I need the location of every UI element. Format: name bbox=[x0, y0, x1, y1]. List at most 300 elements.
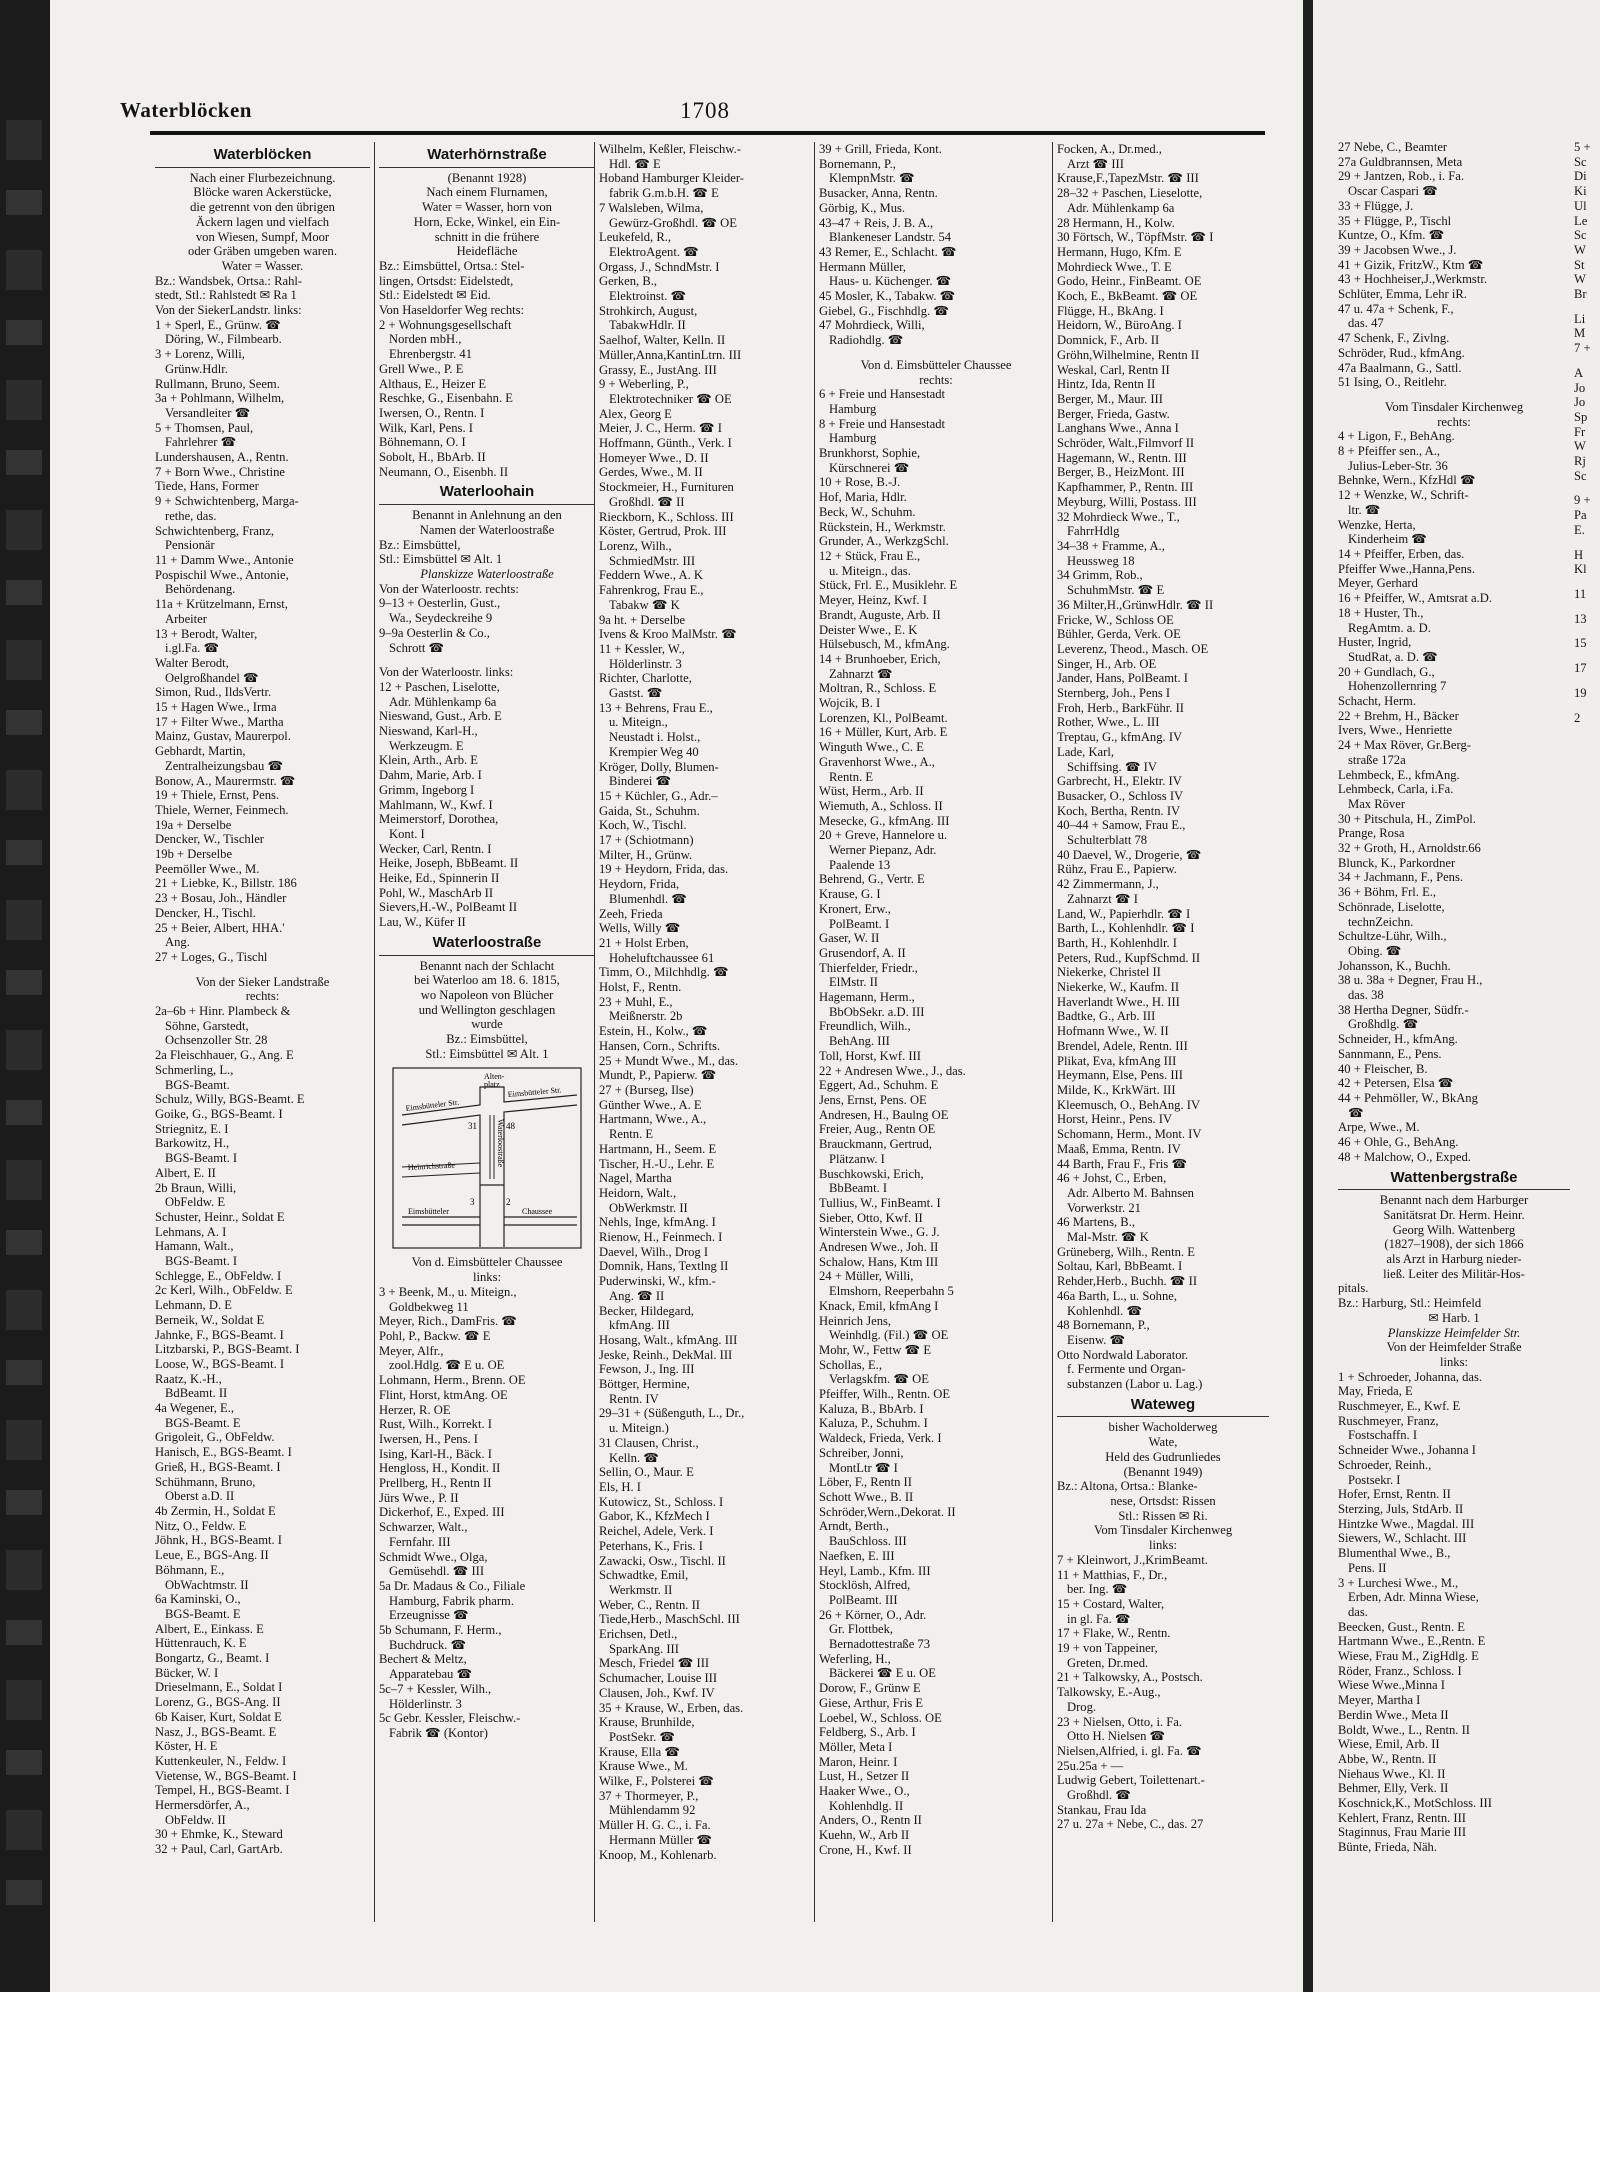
directory-line: 30 + Ehmke, K., Steward bbox=[155, 1827, 283, 1842]
directory-line: 22 + Andresen Wwe., J., das. bbox=[819, 1063, 966, 1078]
directory-line: Jürs Wwe., P. II bbox=[379, 1490, 459, 1505]
directory-line: Heike, Joseph, BbBeamt. II bbox=[379, 856, 519, 871]
directory-line: die getrennt von den übrigen bbox=[190, 200, 335, 215]
directory-line: Buchdruck. ☎ bbox=[389, 1637, 467, 1652]
directory-line: Oelgroßhandel ☎ bbox=[165, 670, 259, 685]
directory-line: Pospischil Wwe., Antonie, bbox=[155, 567, 289, 582]
directory-line: Von der Waterloostr. rechts: bbox=[379, 581, 519, 596]
directory-line: 4b Zermin, H., Soldat E bbox=[155, 1503, 276, 1518]
directory-line: Sievers,H.-W., PolBeamt II bbox=[379, 900, 518, 915]
directory-line: Benannt nach der Schlacht bbox=[419, 958, 555, 973]
directory-line: Horn, Ecke, Winkel, ein Ein- bbox=[413, 214, 561, 229]
directory-line: Stocklösh, Alfred, bbox=[819, 1578, 911, 1593]
street-plan-sketch bbox=[392, 1067, 582, 1249]
directory-line: Schwadtke, Emil, bbox=[599, 1568, 689, 1583]
directory-line: 17 bbox=[1574, 661, 1587, 676]
directory-line: Arzt ☎ III bbox=[1067, 156, 1124, 171]
directory-line: Wilhelm, Keßler, Fleischw.- bbox=[599, 142, 741, 156]
directory-line: Vom Tinsdaler Kirchenweg bbox=[1384, 399, 1524, 414]
directory-line: 45 Mosler, K., Tabakw. ☎ bbox=[819, 289, 956, 304]
directory-line: Schwichtenberg, Franz, bbox=[155, 523, 275, 538]
directory-line: Sobolt, H., BbArb. II bbox=[379, 450, 486, 465]
directory-line: Sc bbox=[1574, 468, 1587, 483]
directory-line: BbObSekr. a.D. III bbox=[829, 1004, 925, 1019]
directory-line: Möller, Meta I bbox=[819, 1739, 893, 1754]
directory-line: Röder, Franz., Schloss. I bbox=[1338, 1663, 1462, 1678]
directory-line: Löber, F., Rentn II bbox=[819, 1475, 912, 1490]
directory-line: Hintz, Ida, Rentn II bbox=[1057, 377, 1156, 392]
directory-line: 12 + Paschen, Liselotte, bbox=[379, 679, 500, 694]
directory-line: Sannmann, E., Pens. bbox=[1338, 1046, 1442, 1061]
directory-line: Ang. bbox=[165, 935, 190, 950]
directory-line: Soltau, Karl, BbBeamt. I bbox=[1057, 1259, 1183, 1274]
directory-line: Gerdes, Wwe., M. II bbox=[599, 465, 703, 480]
directory-line: Adr. Mühlenkamp 6a bbox=[1067, 200, 1175, 215]
directory-line: 11 + Matthias, F., Dr., bbox=[1057, 1567, 1168, 1582]
directory-line: Eisenw. ☎ bbox=[1067, 1332, 1126, 1347]
directory-line: 15 + Costard, Walter, bbox=[1057, 1596, 1165, 1611]
column-1 bbox=[155, 142, 370, 1922]
directory-line: 3a + Pohlmann, Wilhelm, bbox=[155, 391, 285, 406]
directory-line: Kröger, Dolly, Blumen- bbox=[599, 759, 719, 774]
directory-line: Orgass, J., SchndMstr. I bbox=[599, 259, 720, 274]
directory-line: 31 Clausen, Christ., bbox=[599, 1435, 699, 1450]
directory-line: Müller,Anna,KantinLtrn. III bbox=[599, 347, 742, 362]
directory-line: Nasz, J., BGS-Beamt. E bbox=[155, 1724, 277, 1739]
directory-line: Apparatebau ☎ bbox=[389, 1667, 473, 1682]
directory-line: Krempier Weg 40 bbox=[609, 744, 699, 759]
directory-line: Schröder, Rud., kfmAng. bbox=[1338, 345, 1465, 360]
directory-line: Zeeh, Frieda bbox=[599, 906, 663, 921]
directory-line: Dorow, F., Grünw E bbox=[819, 1681, 921, 1696]
directory-line: Elektrotechniker ☎ OE bbox=[609, 391, 732, 406]
directory-line: Gewürz-Großhdl. ☎ OE bbox=[609, 215, 737, 230]
directory-line: 27a Guldbrannsen, Meta bbox=[1338, 154, 1463, 169]
directory-line: Bongartz, G., Beamt. I bbox=[155, 1651, 270, 1666]
directory-line: St bbox=[1574, 257, 1585, 272]
directory-line: May, Frieda, E bbox=[1338, 1384, 1413, 1399]
directory-line: Arpe, Wwe., M. bbox=[1338, 1120, 1420, 1135]
directory-line: Kehlert, Franz, Rentn. III bbox=[1338, 1810, 1466, 1825]
directory-line: Koch, E., BkBeamt. ☎ OE bbox=[1057, 289, 1198, 304]
directory-line: Pens. II bbox=[1348, 1560, 1387, 1575]
directory-line: 42 + Petersen, Elsa ☎ bbox=[1338, 1076, 1454, 1091]
directory-line: Rullmann, Bruno, Seem. bbox=[155, 376, 280, 391]
directory-line: u. Miteign., bbox=[609, 715, 668, 730]
directory-line: A bbox=[1574, 365, 1584, 380]
map-number-2: 2 bbox=[506, 1197, 511, 1208]
directory-line: Hoheluftchaussee 61 bbox=[609, 950, 715, 965]
directory-line: ✉ Harb. 1 bbox=[1428, 1310, 1480, 1325]
directory-line: 17 + Filter Wwe., Martha bbox=[155, 714, 284, 729]
directory-line: Ivens & Kroo MalMstr. ☎ bbox=[599, 627, 737, 642]
directory-line: 40–44 + Samow, Frau E., bbox=[1057, 818, 1186, 833]
directory-line: Pfeiffer Wwe.,Hanna,Pens. bbox=[1338, 561, 1475, 576]
directory-line: 13 + Berodt, Walter, bbox=[155, 626, 258, 641]
directory-line: Benannt nach dem Harburger bbox=[1379, 1193, 1529, 1208]
directory-line: Gastst. ☎ bbox=[609, 686, 663, 701]
directory-line: 27 + Loges, G., Tischl bbox=[155, 949, 268, 964]
directory-line: Kont. I bbox=[389, 826, 425, 841]
directory-line: Otto H. Nielsen ☎ bbox=[1067, 1729, 1166, 1744]
directory-line: Berneik, W., Soldat E bbox=[155, 1312, 265, 1327]
directory-line: Mohr, W., Fettw ☎ E bbox=[819, 1342, 932, 1357]
directory-line: Vorwerkstr. 21 bbox=[1067, 1200, 1141, 1215]
directory-line: Behrend, G., Vertr. E bbox=[819, 872, 925, 887]
directory-line: Boldt, Wwe., L., Rentn. II bbox=[1338, 1722, 1470, 1737]
directory-line: Meimerstorf, Dorothea, bbox=[379, 812, 499, 827]
directory-line: Zentralheizungsbau ☎ bbox=[165, 758, 284, 773]
directory-line: 2c Kerl, Wilh., ObFeldw. E bbox=[155, 1283, 293, 1298]
directory-line: Ivers, Wwe., Henriette bbox=[1338, 723, 1453, 738]
directory-line: 40 Daevel, W., Drogerie, ☎ bbox=[1057, 847, 1202, 862]
directory-line: f. Fermente und Organ- bbox=[1067, 1362, 1186, 1377]
directory-line: Anders, O., Rentn II bbox=[819, 1813, 922, 1828]
directory-line: Planskizze Heimfelder Str. bbox=[1387, 1325, 1521, 1340]
directory-line: Ochsenzoller Str. 28 bbox=[165, 1033, 268, 1048]
directory-line: Di bbox=[1574, 169, 1587, 184]
directory-line: Singer, H., Arb. OE bbox=[1057, 656, 1157, 671]
directory-line: nese, Ortsdst: Rissen bbox=[1110, 1493, 1216, 1508]
page-number: 1708 bbox=[680, 98, 730, 123]
directory-line: Müller H. G. C., i. Fa. bbox=[599, 1818, 711, 1833]
directory-line: 47a Baalmann, G., Sattl. bbox=[1338, 360, 1462, 375]
directory-line: Meier, J. C., Herm. ☎ I bbox=[599, 421, 722, 436]
directory-line: 27 Nebe, C., Beamter bbox=[1338, 140, 1448, 154]
directory-line: Andresen Wwe., Joh. II bbox=[819, 1240, 939, 1255]
directory-line: Prange, Rosa bbox=[1338, 826, 1405, 841]
directory-line: 47 Schenk, F., Zivlng. bbox=[1338, 331, 1450, 346]
directory-line: Clausen, Joh., Kwf. IV bbox=[599, 1685, 715, 1700]
directory-line: Garbrecht, H., Elektr. IV bbox=[1057, 774, 1182, 789]
directory-line: Mohrdieck Wwe., T. E bbox=[1057, 259, 1172, 274]
map-label-street-left: Eimsbütteler Str. bbox=[405, 1097, 460, 1114]
directory-line: Heike, Ed., Spinnerin II bbox=[379, 871, 500, 886]
directory-line: Kl bbox=[1574, 562, 1587, 577]
directory-line: 42 Zimmermann, J., bbox=[1057, 877, 1159, 892]
directory-line: Schacht, Herm. bbox=[1338, 694, 1416, 709]
directory-line: Kaluza, B., BbArb. I bbox=[819, 1401, 924, 1416]
directory-line: Tullius, W., FinBeamt. I bbox=[819, 1195, 941, 1210]
directory-line: W bbox=[1574, 439, 1586, 454]
directory-line: Sp bbox=[1574, 409, 1588, 424]
directory-line: Mühlendamm 92 bbox=[609, 1803, 696, 1818]
directory-line: Radiohdlg. ☎ bbox=[829, 333, 904, 348]
directory-line: 5c–7 + Kessler, Wilh., bbox=[379, 1681, 492, 1696]
directory-line: 30 + Pitschula, H., ZimPol. bbox=[1338, 811, 1476, 826]
directory-line: Winterstein Wwe., G. J. bbox=[819, 1225, 940, 1240]
directory-line: Niekerke, W., Kaufm. II bbox=[1057, 980, 1180, 995]
directory-line: Elmshorn, Reeperbahn 5 bbox=[829, 1284, 954, 1299]
directory-line: Crone, H., Kwf. II bbox=[819, 1842, 912, 1857]
directory-line: ElMstr. II bbox=[829, 975, 878, 990]
directory-line: Drog. bbox=[1067, 1699, 1097, 1714]
directory-line: 13 + Behrens, Frau E., bbox=[599, 700, 713, 715]
directory-line: 21 + Liebke, K., Billstr. 186 bbox=[155, 876, 297, 891]
directory-line: Rühz, Frau E., Papierw. bbox=[1057, 862, 1177, 877]
directory-line: Stück, Frl. E., Musiklehr. E bbox=[819, 578, 958, 593]
directory-line: Drieselmann, E., Soldat I bbox=[155, 1680, 283, 1695]
directory-line: Heydorn, Frida, bbox=[599, 877, 680, 892]
directory-line: 22 + Brehm, H., Bäcker bbox=[1338, 708, 1459, 723]
directory-line: Rust, Wilh., Korrekt. I bbox=[379, 1417, 492, 1432]
directory-line: Toll, Horst, Kwf. III bbox=[819, 1048, 921, 1063]
directory-line: Reschke, G., Eisenbahn. E bbox=[379, 391, 513, 406]
directory-line: Huster, Ingrid, bbox=[1338, 635, 1412, 650]
directory-line: Großhdl. ☎ bbox=[1067, 1788, 1131, 1803]
directory-line: Krause, Brunhilde, bbox=[599, 1715, 695, 1730]
directory-line: Obing. ☎ bbox=[1348, 943, 1402, 958]
directory-line: Busacker, Anna, Rentn. bbox=[819, 186, 938, 201]
directory-line: Litzbarski, P., BGS-Beamt. I bbox=[155, 1342, 300, 1357]
column-4 bbox=[814, 142, 1053, 1922]
directory-line: Berger, Frieda, Gastw. bbox=[1057, 406, 1170, 421]
directory-line: Jo bbox=[1574, 380, 1586, 395]
directory-line: Böttger, Hermine, bbox=[599, 1377, 690, 1392]
directory-line: Puderwinski, W., kfm.- bbox=[599, 1274, 716, 1289]
directory-line: Milter, H., Grünw. bbox=[599, 847, 693, 862]
directory-line: straße 172a bbox=[1348, 752, 1406, 767]
directory-line: Jander, Hans, PolBeamt. I bbox=[1057, 671, 1189, 686]
directory-line: 11 bbox=[1574, 586, 1587, 601]
directory-line: (Benannt 1949) bbox=[1123, 1464, 1203, 1479]
directory-line: Hartmann Wwe., E.,Rentn. E bbox=[1338, 1634, 1486, 1649]
directory-line: Andresen, H., Baulng OE bbox=[819, 1107, 949, 1122]
directory-line: Schlegge, E., ObFeldw. I bbox=[155, 1268, 282, 1283]
directory-line: 46 Martens, B., bbox=[1057, 1215, 1136, 1230]
directory-line: wurde bbox=[471, 1017, 503, 1032]
directory-line: Wiese, Emil, Arb. II bbox=[1338, 1737, 1440, 1752]
directory-line: 10 + Rose, B.-J. bbox=[819, 475, 901, 490]
directory-line: 3 + Lurchesi Wwe., M., bbox=[1338, 1575, 1459, 1590]
street-heading: Waterhörnstraße bbox=[379, 146, 595, 168]
directory-line: Weferling, H., bbox=[819, 1651, 891, 1666]
directory-line: 9 + Schwichtenberg, Marga- bbox=[155, 494, 299, 509]
directory-line: Schwarzer, Walt., bbox=[379, 1520, 468, 1535]
directory-line: Abbe, W., Rentn. II bbox=[1338, 1751, 1437, 1766]
directory-line: Berger, M., Maur. III bbox=[1057, 391, 1163, 406]
directory-line: Lohmann, Herm., Brenn. OE bbox=[379, 1373, 526, 1388]
directory-line: 25 + Mundt Wwe., M., das. bbox=[599, 1053, 739, 1068]
directory-line: Bechert & Meltz, bbox=[379, 1652, 467, 1667]
directory-line: 19 + Thiele, Ernst, Pens. bbox=[155, 788, 280, 803]
directory-line: 15 bbox=[1574, 636, 1587, 651]
directory-line: Maaß, Emma, Rentn. IV bbox=[1057, 1141, 1181, 1156]
directory-line: Kuntze, O., Kfm. ☎ bbox=[1338, 228, 1445, 243]
directory-line: Hagemann, Herm., bbox=[819, 990, 915, 1005]
directory-line: Gr. Flottbek, bbox=[829, 1622, 894, 1637]
directory-line: Althaus, E., Heizer E bbox=[379, 376, 487, 391]
waterloostrasse-map bbox=[392, 1067, 582, 1249]
map-number-3: 3 bbox=[470, 1197, 475, 1208]
directory-line: Bühler, Gerda, Verk. OE bbox=[1057, 627, 1181, 642]
directory-line: Fr bbox=[1574, 424, 1586, 439]
directory-line: Norden mbH., bbox=[389, 332, 462, 347]
directory-line: Arndt, Berth., bbox=[819, 1519, 889, 1534]
directory-line: Lorenz, Wilh., bbox=[599, 538, 672, 553]
directory-line: zool.Hdlg. ☎ E u. OE bbox=[389, 1358, 505, 1373]
directory-line: rechts: bbox=[245, 989, 280, 1004]
directory-line: Striegnitz, E. I bbox=[155, 1121, 229, 1136]
directory-line: Heidefläche bbox=[456, 244, 518, 259]
directory-line: Walter Berodt, bbox=[155, 655, 229, 670]
directory-line: Hamburg bbox=[829, 401, 877, 416]
directory-line: Peters, Rud., KupfSchmd. II bbox=[1057, 950, 1201, 965]
directory-line: Strohkirch, August, bbox=[599, 303, 698, 318]
directory-line: 20 + Greve, Hannelore u. bbox=[819, 828, 948, 843]
directory-line: Prellberg, H., Rentn II bbox=[379, 1476, 492, 1491]
directory-line: Meißnerstr. 2b bbox=[609, 1009, 683, 1024]
directory-line: Ang. ☎ II bbox=[609, 1288, 665, 1303]
directory-line: 2 + Wohnungsgesellschaft bbox=[379, 317, 512, 332]
directory-line: MontLtr ☎ I bbox=[829, 1460, 898, 1475]
directory-line: Haaker Wwe., O., bbox=[819, 1784, 910, 1799]
directory-line: Wiese Wwe.,Minna I bbox=[1338, 1678, 1445, 1693]
directory-line: Greten, Dr.med. bbox=[1067, 1655, 1149, 1670]
directory-line: Elektroinst. ☎ bbox=[609, 289, 687, 304]
directory-line: Siewers, W., Schlacht. III bbox=[1338, 1531, 1467, 1546]
directory-line: Hüttenrauch, K. E bbox=[155, 1636, 247, 1651]
directory-line: Knoop, M., Kohlenarb. bbox=[599, 1847, 717, 1862]
directory-line: Stankau, Frau Ida bbox=[1057, 1802, 1147, 1817]
directory-line: Herzer, R. OE bbox=[379, 1402, 451, 1417]
directory-line: Goike, G., BGS-Beamt. I bbox=[155, 1107, 283, 1121]
map-label-chaussee-right: Chaussee bbox=[522, 1207, 553, 1217]
directory-line: Fabrik ☎ (Kontor) bbox=[389, 1725, 488, 1740]
directory-line: Stockmeier, H., Furnituren bbox=[599, 480, 734, 495]
directory-line: 5b Schumann, F. Herm., bbox=[379, 1623, 502, 1638]
directory-line: Wiese, Frau M., ZigHdlg. E bbox=[1338, 1649, 1479, 1664]
directory-line: Gravenhorst Wwe., A., bbox=[819, 754, 935, 769]
directory-line: in gl. Fa. ☎ bbox=[1067, 1611, 1131, 1626]
directory-line: Haverlandt Wwe., H. III bbox=[1057, 994, 1180, 1009]
directory-line: 34–38 + Framme, A., bbox=[1057, 538, 1165, 553]
directory-line: SparkAng. III bbox=[609, 1641, 679, 1656]
directory-line: ObFeldw. E bbox=[165, 1195, 226, 1210]
directory-line: Krause,F.,TapezMstr. ☎ III bbox=[1057, 171, 1199, 186]
directory-line: 34 + Jachmann, F., Pens. bbox=[1338, 870, 1464, 885]
directory-line: Dahm, Marie, Arb. I bbox=[379, 768, 482, 783]
directory-line: Domnick, F., Arb. II bbox=[1057, 333, 1160, 348]
directory-line: Nagel, Martha bbox=[599, 1171, 672, 1186]
directory-line: Fahrenkrog, Frau E., bbox=[599, 583, 704, 598]
directory-line: 12 + Stück, Frau E., bbox=[819, 548, 921, 563]
directory-line: 2a–6b + Hinr. Plambeck & bbox=[155, 1004, 291, 1019]
directory-line: 11 + Kessler, W., bbox=[599, 641, 685, 656]
directory-line: 6a Kaminski, O., bbox=[155, 1592, 241, 1607]
directory-line: Tabakw ☎ K bbox=[609, 597, 680, 612]
directory-line: Oberst a.D. II bbox=[165, 1489, 235, 1504]
directory-line: Erichsen, Detl., bbox=[599, 1627, 678, 1642]
directory-line: 23 + Muhl, E., bbox=[599, 994, 673, 1009]
directory-line: Zahnarzt ☎ bbox=[829, 666, 893, 681]
directory-line: Horst, Heinr., Pens. IV bbox=[1057, 1112, 1173, 1127]
directory-line: 29 + Jantzen, Rob., i. Fa. bbox=[1338, 169, 1465, 184]
directory-line: TabakwHdlr. II bbox=[609, 318, 686, 333]
directory-line: 24 + Müller, Willi, bbox=[819, 1269, 914, 1284]
directory-line: Sellin, O., Maur. E bbox=[599, 1465, 694, 1480]
directory-line: Kohlenhdlg. II bbox=[829, 1798, 904, 1813]
directory-line: Meyer, Gerhard bbox=[1338, 576, 1418, 591]
directory-line: Froh, Herb., BarkFühr. II bbox=[1057, 700, 1184, 715]
directory-line: Fernfahr. III bbox=[389, 1534, 451, 1549]
directory-line: Grusendorf, A. II bbox=[819, 945, 906, 960]
directory-line: Bücker, W. I bbox=[155, 1665, 219, 1680]
directory-line: Hölderlinstr. 3 bbox=[389, 1696, 462, 1711]
directory-line: Werkmstr. II bbox=[609, 1582, 673, 1597]
directory-line: Schultze-Lühr, Wilh., bbox=[1338, 929, 1447, 944]
directory-line: Berdin Wwe., Meta II bbox=[1338, 1707, 1449, 1722]
directory-line: Krause Wwe., M. bbox=[599, 1759, 688, 1774]
directory-line: Rentn. E bbox=[609, 1127, 654, 1142]
directory-line: Grell Wwe., P. E bbox=[379, 361, 464, 376]
directory-line: Timm, O., Milchhdlg. ☎ bbox=[599, 965, 729, 980]
directory-line: Bäckerei ☎ E u. OE bbox=[829, 1666, 936, 1681]
directory-line: KlempnMstr. ☎ bbox=[829, 171, 915, 186]
directory-line: Schrott ☎ bbox=[389, 640, 445, 655]
directory-line: Werner Piepanz, Adr. bbox=[829, 843, 937, 858]
directory-line: 26 + Körner, O., Adr. bbox=[819, 1607, 927, 1622]
directory-line: Werkzeugm. E bbox=[389, 738, 464, 753]
directory-line: Pensionär bbox=[165, 538, 215, 553]
directory-line: Water = Wasser, horn von bbox=[422, 200, 552, 215]
directory-line: 5 + Thomsen, Paul, bbox=[155, 420, 254, 435]
directory-line: Hamann, Walt., bbox=[155, 1239, 234, 1254]
directory-line: Koch, Bertha, Rentn. IV bbox=[1057, 803, 1181, 818]
directory-line: Pohl, P., Backw. ☎ E bbox=[379, 1329, 491, 1343]
directory-line: Von der Heimfelder Straße bbox=[1386, 1340, 1522, 1355]
directory-line: 46 + Johst, C., Erben, bbox=[1057, 1171, 1167, 1186]
directory-line: Von d. Eimsbütteler Chaussee bbox=[860, 357, 1012, 372]
directory-line: Heyl, Lamb., Kfm. III bbox=[819, 1563, 931, 1578]
left-book-edge bbox=[0, 0, 50, 1992]
directory-line: Bonow, A., Maurermstr. ☎ bbox=[155, 773, 296, 788]
directory-line: Iwersen, O., Rentn. I bbox=[379, 405, 485, 420]
directory-line: 19 bbox=[1574, 685, 1587, 700]
directory-line: Rienow, H., Feinmech. I bbox=[599, 1230, 723, 1245]
directory-line: 35 + Krause, W., Erben, das. bbox=[599, 1700, 744, 1715]
directory-line: Neustadt i. Holst., bbox=[609, 730, 701, 745]
directory-line: das. 38 bbox=[1348, 988, 1384, 1003]
directory-line: Neumann, O., Eisenbh. II bbox=[379, 464, 509, 479]
directory-line: links: bbox=[473, 1270, 501, 1285]
directory-line: Hermann, Hugo, Kfm. E bbox=[1057, 244, 1182, 259]
directory-line: Sc bbox=[1574, 228, 1587, 243]
directory-line: das. 47 bbox=[1348, 316, 1384, 331]
directory-line: Pfeiffer, Wilh., Rentn. OE bbox=[819, 1387, 951, 1402]
column-7-cut bbox=[1574, 140, 1600, 1950]
directory-line: Benannt in Anlehnung an den bbox=[412, 508, 562, 523]
directory-line: Lade, Karl, bbox=[1057, 744, 1114, 759]
directory-line: Lau, W., Küfer II bbox=[379, 915, 466, 930]
directory-line: schnitt in die frühere bbox=[434, 229, 540, 244]
directory-line: 5 + bbox=[1574, 140, 1591, 154]
directory-line: Naefken, E. III bbox=[819, 1548, 895, 1563]
directory-line: Blumenhdl. ☎ bbox=[609, 891, 687, 906]
directory-line: 6 + Freie und Hansestadt bbox=[819, 387, 946, 402]
directory-line: Waldeck, Frieda, Verk. I bbox=[819, 1431, 942, 1446]
map-label-waterloostrasse: Waterloostraße bbox=[496, 1119, 505, 1168]
directory-line: Grieß, H., BGS-Beamt. I bbox=[155, 1459, 281, 1474]
map-label-chaussee-left: Eimsbütteler bbox=[408, 1207, 449, 1217]
street-heading: Waterloostraße bbox=[379, 934, 595, 956]
directory-line: Berger, B., HeizMont. III bbox=[1057, 465, 1185, 480]
directory-line: 19 + Heydorn, Frida, das. bbox=[599, 862, 729, 877]
directory-line: Binderei ☎ bbox=[609, 774, 672, 789]
directory-line: Rieckborn, K., Schloss. III bbox=[599, 509, 734, 524]
directory-line: Pa bbox=[1574, 508, 1587, 523]
directory-line: BehAng. III bbox=[829, 1034, 890, 1049]
